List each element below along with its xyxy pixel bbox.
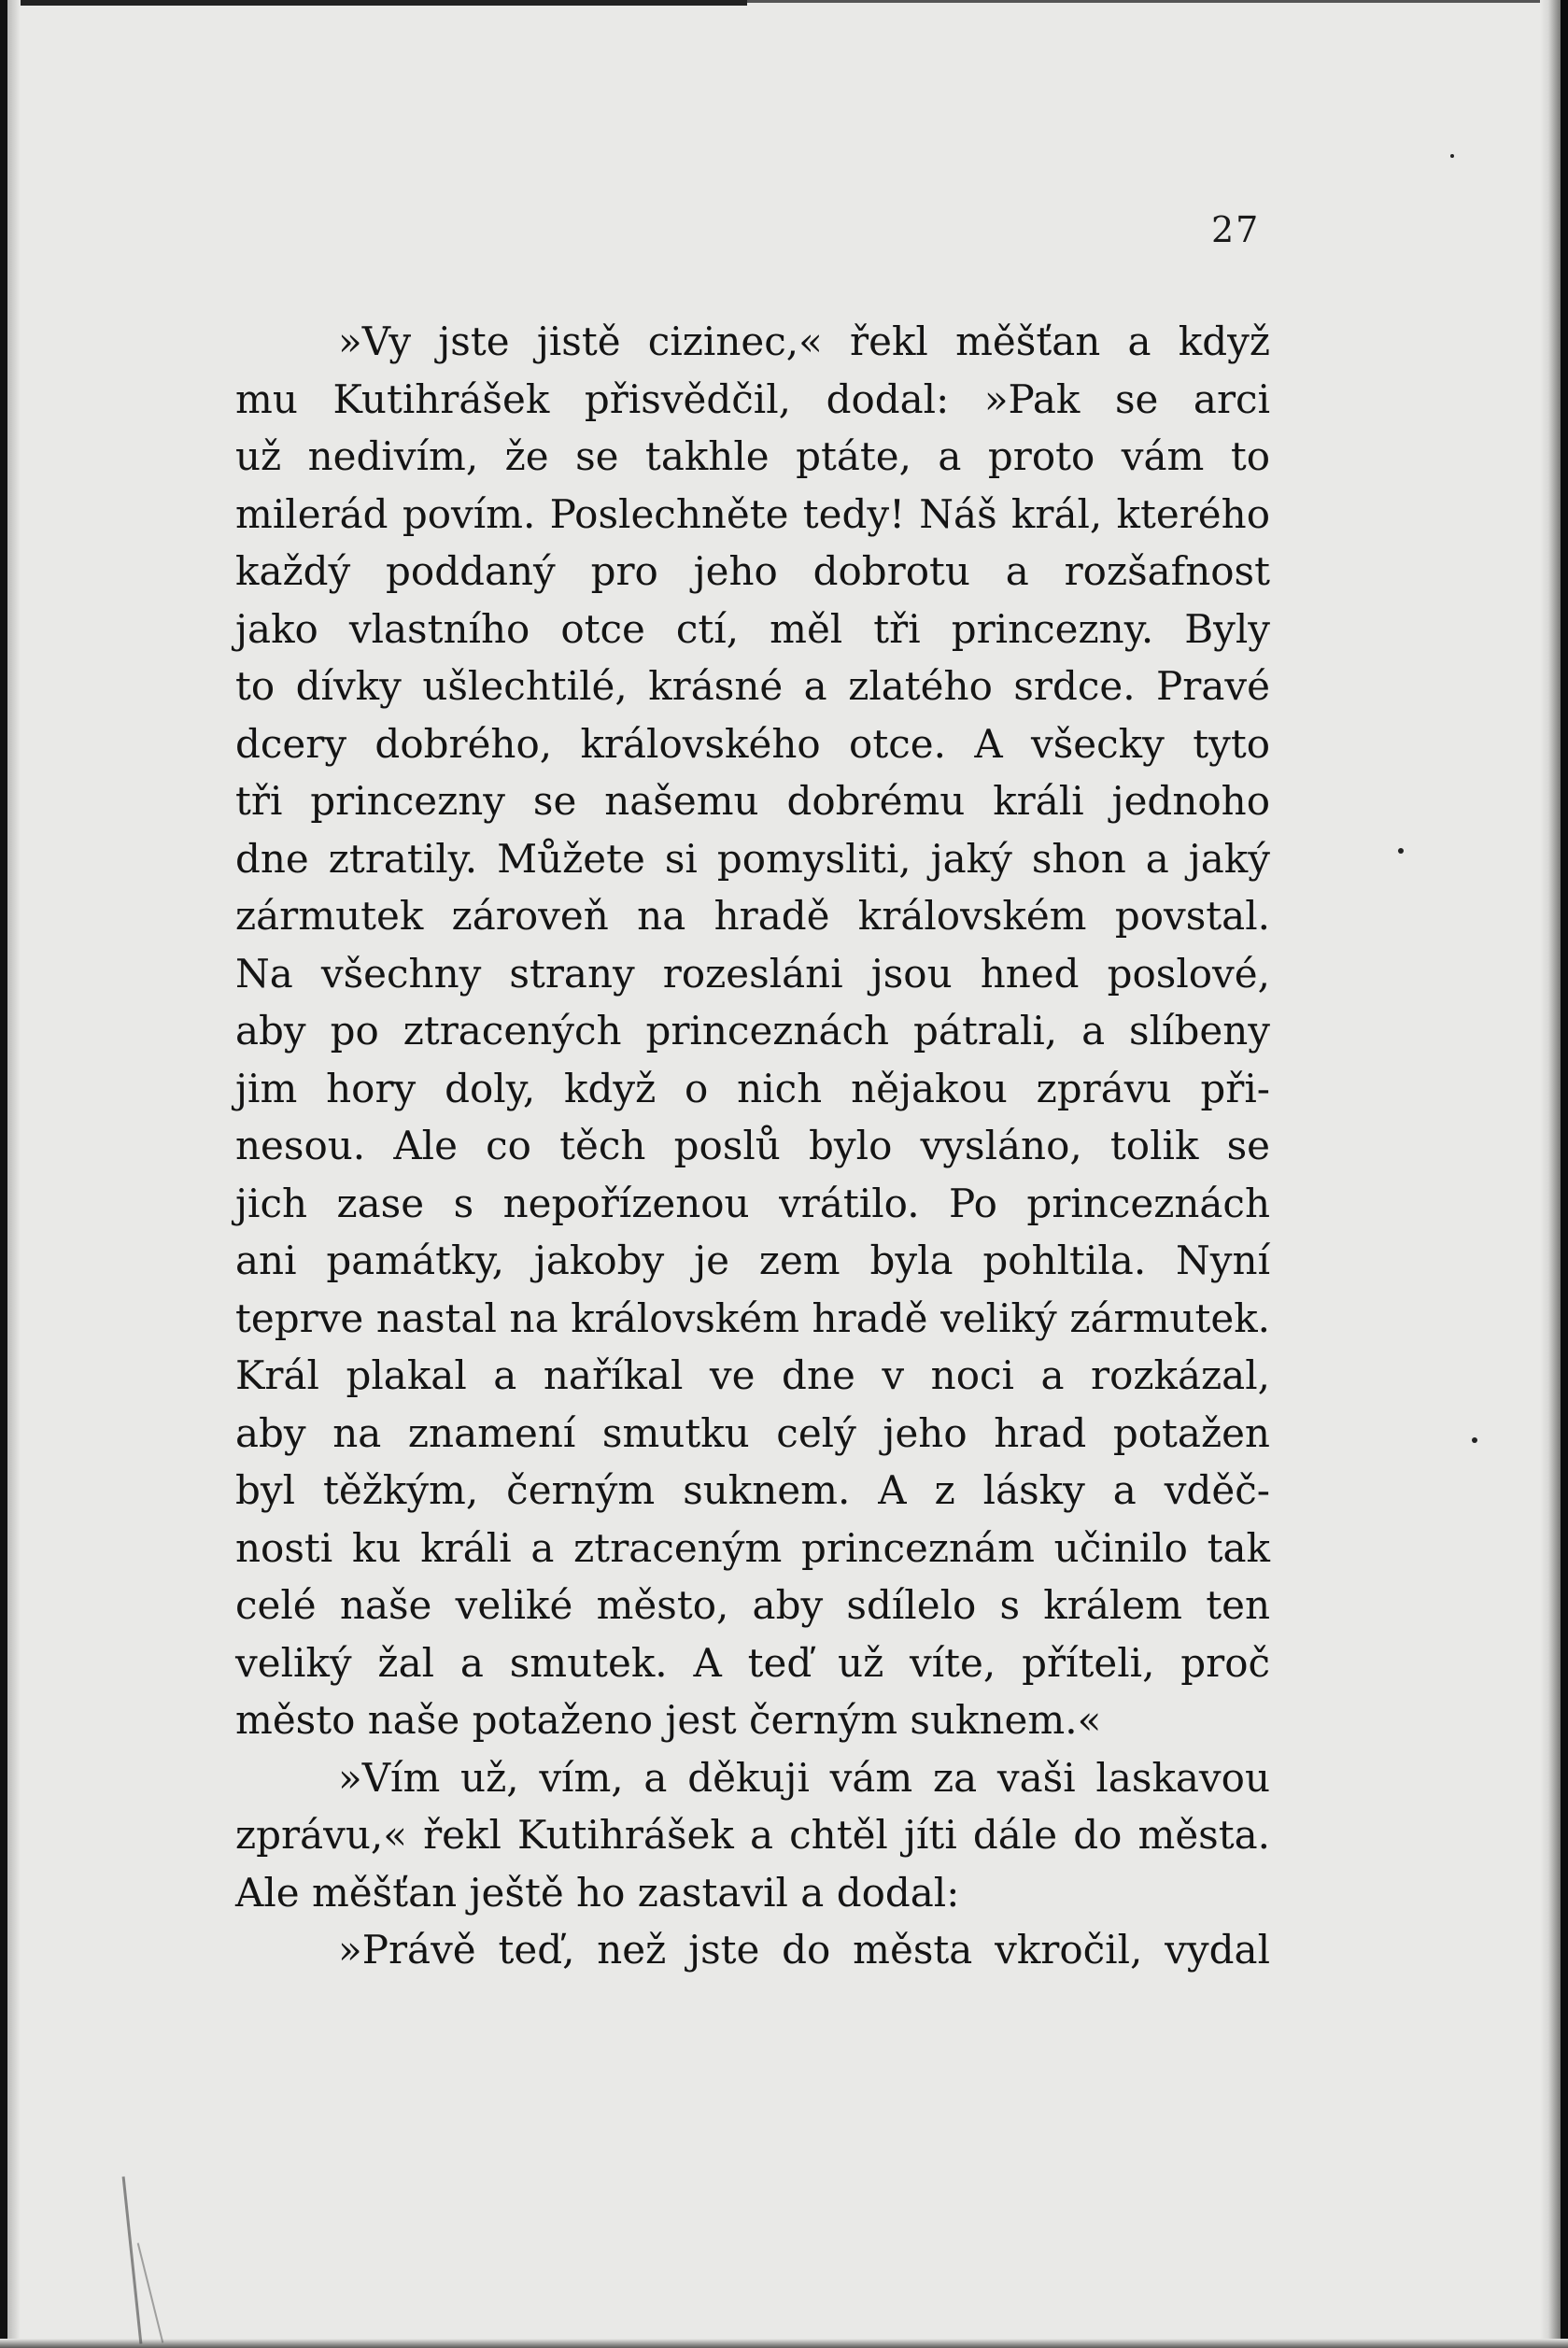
scan-edge-top-right: [747, 0, 1568, 3]
text-line: »Právě teď, než jste do města vkročil, vydal: [338, 1927, 1270, 1973]
text-line: tři princezny se našemu dobrému králi jednoho: [235, 778, 1270, 824]
text-line: už nedivím, že se takhle ptáte, a proto vám to: [235, 433, 1270, 479]
text-line: jich zase s nepořízenou vrátilo. Po princeznách: [235, 1180, 1270, 1226]
text-line: město naše potaženo jest černým suknem.«: [235, 1697, 1102, 1743]
text-line: aby na znamení smutku celý jeho hrad potažen: [235, 1409, 1270, 1456]
scan-edge-right: [1561, 0, 1568, 2348]
paper-crease: [137, 2242, 164, 2342]
scan-shadow-right: [1540, 0, 1561, 2348]
text-line: byl těžkým, černým suknem. A z lásky a vděč-: [235, 1467, 1270, 1513]
text-line: ani památky, jakoby je zem byla pohltila. Nyní: [235, 1238, 1270, 1283]
text-line: to dívky ušlechtilé, krásné a zlatého srdce. Pravé: [235, 663, 1270, 709]
text-line: milerád povím. Poslechněte tedy! Náš král, kterého: [235, 490, 1270, 537]
scan-speck: [1398, 848, 1404, 854]
text-line: aby po ztracených princeznách pátrali, a slíbeny: [235, 1008, 1270, 1054]
text-line: zármutek zároveň na hradě královském povstal.: [235, 893, 1270, 939]
text-line: dne ztratily. Můžete si pomysliti, jaký shon a jaký: [235, 835, 1270, 882]
scan-edge-left: [0, 0, 7, 2348]
text-line: nesou. Ale co těch poslů bylo vysláno, tolik se: [235, 1123, 1270, 1168]
text-line: každý poddaný pro jeho dobrotu a rozšafnost: [235, 548, 1270, 594]
scan-speck: [1472, 1437, 1477, 1443]
text-line: nosti ku králi a ztraceným princeznám učinilo tak: [235, 1524, 1270, 1571]
text-line: Na všechny strany rozesláni jsou hned poslové,: [235, 950, 1270, 997]
scan-speck: [1450, 154, 1454, 158]
scan-edge-top: [0, 0, 747, 6]
text-line: mu Kutihrášek přisvědčil, dodal: »Pak se arci: [235, 375, 1270, 422]
text-line: zprávu,« řekl Kutihrášek a chtěl jíti dále do města.: [235, 1812, 1270, 1858]
text-line: Král plakal a naříkal ve dne v noci a rozkázal,: [235, 1352, 1270, 1398]
text-line: teprve nastal na královském hradě veliký zármutek.: [235, 1294, 1270, 1341]
scan-edge-bottom: [0, 2339, 1568, 2348]
paper-crease: [122, 2176, 143, 2343]
text-line: dcery dobrého, královského otce. A všecky tyto: [235, 720, 1270, 767]
text-line: Ale měšťan ještě ho zastavil a dodal:: [235, 1869, 960, 1916]
text-line: »Vím už, vím, a děkuji vám za vaši laskavou: [338, 1754, 1270, 1801]
page-number: 27: [1211, 209, 1261, 250]
text-line: celé naše veliké město, aby sdílelo s králem ten: [235, 1582, 1270, 1628]
body-text: [235, 313, 1270, 1979]
text-line: jako vlastního otce ctí, měl tři princezny. Byly: [235, 605, 1270, 652]
text-line: »Vy jste jistě cizinec,« řekl měšťan a když: [338, 318, 1270, 364]
text-line: veliký žal a smutek. A teď už víte, příteli, proč: [235, 1639, 1270, 1686]
scan-shadow-left: [7, 0, 21, 2348]
text-line: jim hory doly, když o nich nějakou zprávu při-: [235, 1065, 1270, 1111]
